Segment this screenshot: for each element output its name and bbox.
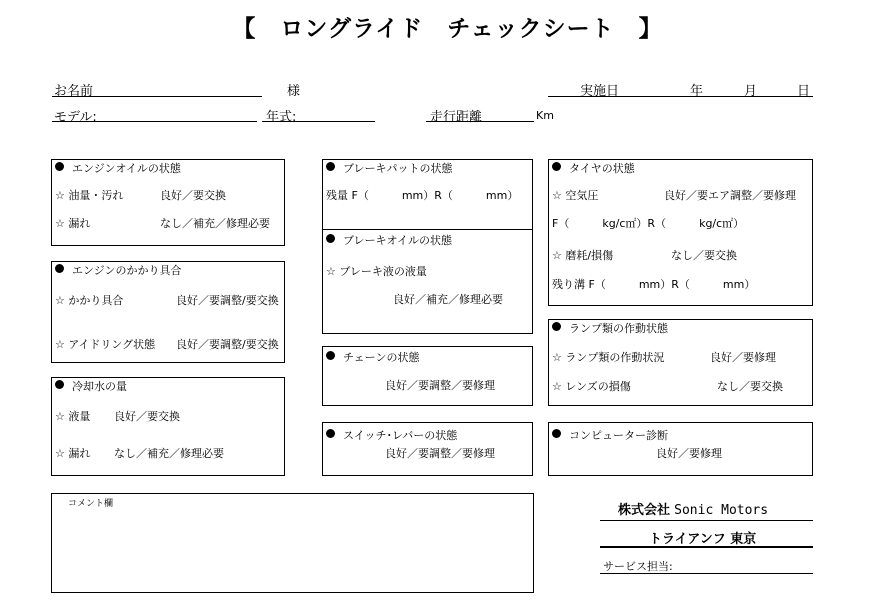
branch-name: トライアンフ 東京 <box>649 532 757 547</box>
coolant-box <box>51 377 285 476</box>
engine-start-value[interactable]: 良好／要調整/要交換 <box>176 294 279 307</box>
engine-oil-leak-label: ☆ 漏れ <box>55 217 91 230</box>
bullet-icon <box>326 234 335 243</box>
chain-title: チェーンの状態 <box>326 349 419 365</box>
branch-underline <box>600 546 813 548</box>
service-field-line[interactable] <box>600 573 813 574</box>
computer-title: コンピューター診断 <box>552 427 668 443</box>
date-field-line[interactable] <box>548 96 813 97</box>
engine-oil-amount-value[interactable]: 良好／要交換 <box>160 189 226 202</box>
name-field-line[interactable] <box>52 96 262 97</box>
coolant-title: 冷却水の量 <box>55 378 127 394</box>
brake-box <box>322 159 533 334</box>
page-title: 【 ロングライド チェックシート 】 <box>232 16 663 42</box>
bullet-icon <box>55 380 64 389</box>
name-label: お名前 <box>54 84 94 99</box>
engine-start-title: エンジンのかかり具合 <box>55 262 181 278</box>
lens-damage-label: ☆ レンズの損傷 <box>552 380 631 393</box>
mileage-label: 走行距離 <box>430 110 483 125</box>
model-field-line[interactable] <box>52 121 257 122</box>
coolant-leak-label: ☆ 漏れ <box>55 447 91 460</box>
coolant-amount-label: ☆ 液量 <box>55 410 91 423</box>
bullet-icon <box>326 351 335 360</box>
bullet-icon <box>326 429 335 438</box>
month-label: 月 <box>744 84 758 99</box>
company-underline <box>600 520 813 521</box>
tire-wear-label: ☆ 磨耗/損傷 <box>552 249 614 262</box>
engine-oil-title: エンジンオイルの状態 <box>55 160 181 176</box>
lamp-status-value[interactable]: 良好／要修理 <box>710 351 776 364</box>
service-label: サービス担当: <box>603 560 673 573</box>
model-label: モデル: <box>54 110 97 125</box>
date-label: 実施日 <box>580 84 620 99</box>
company-name: 株式会社 Sonic Motors <box>618 503 769 518</box>
brake-divider <box>323 229 532 230</box>
tire-pressure-fields[interactable]: F（ kg/c㎡）R（ kg/c㎡） <box>552 217 745 230</box>
brake-pad-remain[interactable]: 残量 F（ mm）R（ mm） <box>326 189 519 202</box>
sama-label: 様 <box>287 84 301 99</box>
engine-oil-amount-label: ☆ 油量・汚れ <box>55 189 124 202</box>
bullet-icon <box>55 162 64 171</box>
switch-box <box>322 422 533 476</box>
chain-value[interactable]: 良好／要調整／要修理 <box>385 379 495 392</box>
coolant-amount-value[interactable]: 良好／要交換 <box>114 410 180 423</box>
km-unit: Km <box>536 109 554 122</box>
tire-pressure-value[interactable]: 良好／要エア調整／要修理 <box>664 189 796 202</box>
tire-pressure-label: ☆ 空気圧 <box>552 189 599 202</box>
brake-pad-title: ブレーキパットの状態 <box>326 160 453 176</box>
tire-title: タイヤの状態 <box>552 160 635 176</box>
tire-tread-fields[interactable]: 残り溝 F（ mm）R（ mm） <box>552 278 756 291</box>
computer-box <box>548 422 813 476</box>
bullet-icon <box>552 162 561 171</box>
bullet-icon <box>326 162 335 171</box>
idling-value[interactable]: 良好／要調整/要交換 <box>176 338 279 351</box>
lamp-title: ランプ類の作動状態 <box>552 320 668 336</box>
year-model-field-line[interactable] <box>262 121 375 122</box>
idling-label: ☆ アイドリング状態 <box>55 338 156 351</box>
bullet-icon <box>552 322 561 331</box>
switch-title: スイッチ･レバーの状態 <box>326 427 457 443</box>
bullet-icon <box>552 429 561 438</box>
brake-fluid-label: ☆ ブレーキ液の液量 <box>326 265 427 278</box>
comment-label: コメント欄 <box>68 499 114 509</box>
year-label: 年 <box>690 84 704 99</box>
day-label: 日 <box>797 84 811 99</box>
computer-value[interactable]: 良好／要修理 <box>656 447 722 460</box>
tire-wear-value[interactable]: なし／要交換 <box>671 249 737 262</box>
brake-oil-title: ブレーキオイルの状態 <box>326 232 452 248</box>
lamp-box <box>548 319 813 406</box>
engine-oil-leak-value[interactable]: なし／補充／修理必要 <box>160 217 270 230</box>
comment-box[interactable] <box>51 493 534 593</box>
bullet-icon <box>55 264 64 273</box>
tire-box <box>548 159 813 306</box>
lamp-status-label: ☆ ランプ類の作動状況 <box>552 351 665 364</box>
engine-start-box <box>51 261 285 363</box>
brake-fluid-value[interactable]: 良好／補充／修理必要 <box>393 293 503 306</box>
engine-oil-box <box>51 159 285 246</box>
year-model-label: 年式: <box>266 110 297 125</box>
coolant-leak-value[interactable]: なし／補充／修理必要 <box>114 447 224 460</box>
lens-damage-value[interactable]: なし／要交換 <box>717 380 783 393</box>
chain-box <box>322 346 533 406</box>
engine-start-label: ☆ かかり具合 <box>55 294 124 307</box>
mileage-field-line[interactable] <box>426 121 534 122</box>
switch-value[interactable]: 良好／要調整／要修理 <box>385 447 495 460</box>
